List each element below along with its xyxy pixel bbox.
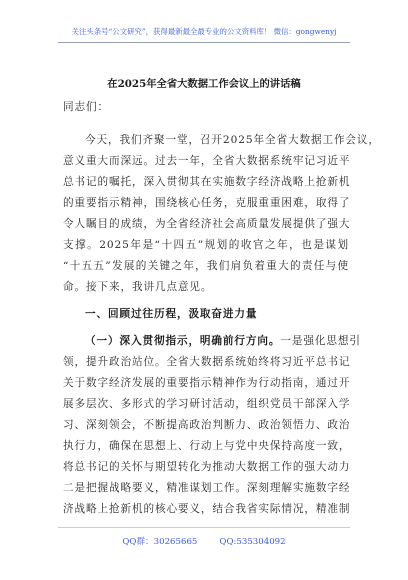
- body-line: 习、深刻领会，不断提高政治判断力、政治领悟力、政治: [63, 419, 351, 431]
- document-title: 在2025年全省大数据工作会议上的讲话稿: [107, 78, 301, 90]
- body-line: 济战略上抢新机的核心要义，结合我省实际情况，精准制: [63, 503, 351, 515]
- subsection-first-line: [63, 331, 361, 352]
- body-line: 二是把握战略要义，精准谋划工作。深刻理解实施数字经: [63, 482, 351, 494]
- subsection-paragraph: [63, 331, 361, 520]
- body-line: 执行力，确保在思想上、行动上与党中央保持高度一致，: [63, 440, 351, 452]
- footer-divider: [58, 527, 350, 528]
- body-line: 今天，我们齐聚一堂，召开2025年全省大数据工作会议，: [85, 134, 380, 146]
- intro-paragraph: [63, 130, 380, 298]
- salutation: 同志们：: [63, 101, 109, 113]
- body-line: 命。接下来，我讲几点意见。: [63, 281, 213, 293]
- footer-contact: [0, 535, 408, 547]
- body-line: 令人瞩目的成绩，为全省经济社会高质量发展提供了强大: [63, 218, 351, 230]
- subsection-heading: （一）深入贯彻指示，明确前行方向。: [85, 335, 281, 347]
- body-line: 的重要指示精神，围绕核心任务，克服重重困难，取得了: [63, 197, 351, 209]
- body-line: 关于数字经济发展的重要指示精神作为行动指南，通过开: [63, 377, 351, 389]
- body-line: 将总书记的关怀与期望转化为推动大数据工作的强大动力: [63, 461, 351, 473]
- header-notice: 关注头条号“公文研究”，获得最新最全最专业的公文资料库！ 微信：gongwenyj: [71, 27, 337, 36]
- paragraph-gap: [63, 118, 349, 130]
- body-line: 意义重大而深远。过去一年，全省大数据系统牢记习近平: [63, 155, 351, 167]
- subsection-first-text: 一是强化思想引: [280, 335, 361, 347]
- body-line: 总书记的嘱托，深入贯彻其在实施数字经济战略上抢新机: [63, 176, 351, 188]
- body-line: 领，提升政治站位。全省大数据系统始终将习近平总书记: [63, 356, 351, 368]
- body-line: 支撑。2025年是“十四五”规划的收官之年，也是谋划: [63, 239, 349, 251]
- footer-qq: QQ:535304092: [219, 537, 286, 547]
- section-heading: 一、回顾过往历程，汲取奋进力量: [85, 308, 258, 320]
- body-line: “十五五”发展的关键之年，我们肩负着重大的责任与使: [63, 260, 349, 272]
- footer-qq-group: QQ群：30265665: [122, 537, 198, 547]
- body-line: 展多层次、多形式的学习研讨活动，组织党员干部深入学: [63, 398, 351, 410]
- document-body: [63, 97, 380, 520]
- header-divider: [58, 42, 350, 43]
